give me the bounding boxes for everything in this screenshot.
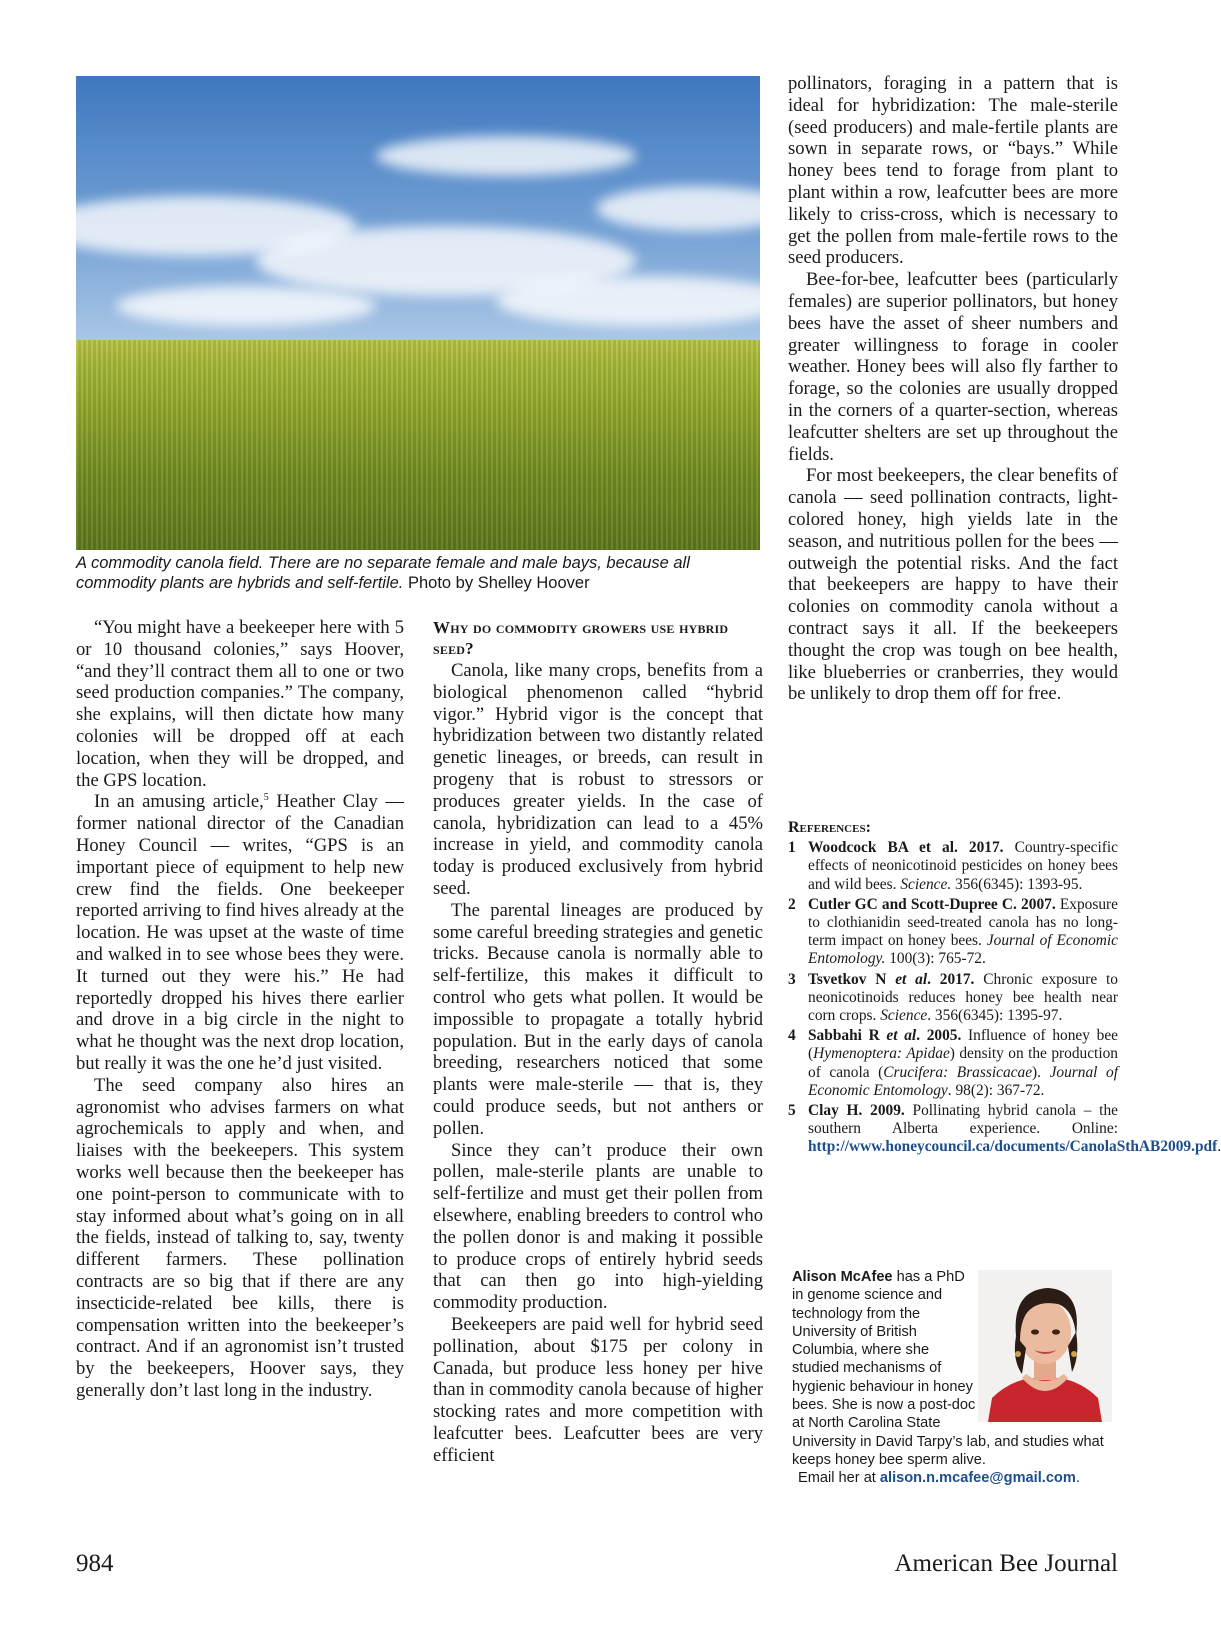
author-portrait (978, 1270, 1112, 1422)
reference-number: 3 (788, 970, 796, 988)
article-column-1 (76, 617, 404, 1402)
footnote-marker: 5 (263, 792, 269, 804)
paragraph: The seed company also hires an agronomist who advises farmers on what agrochemicals to apply and when, and liaises with the beekeepers. This system works well because then the beekeeper has one point-person to communicate with to stay informed about what’s going on in all the fields, instead of talking to, say, twenty different farmers. These pollination contracts are so big that if there are any insecticide-related bee kills, there is compensation written into the beekeeper’s contract. And if an agronomist isn’t trusted by the beekeepers, Hoover says, they generally don’t last long in the industry. (76, 1074, 404, 1401)
reference-text: ). (1032, 1063, 1050, 1081)
author-name: Alison McAfee (792, 1269, 893, 1285)
reference-tail: . 356(6345): 1395-97. (927, 1007, 1063, 1025)
reference-tail: . 98(2): 367-72. (947, 1081, 1045, 1099)
paragraph-text: In an amusing article, (94, 791, 264, 813)
section-heading: Why do commodity growers use hybrid seed? (433, 618, 729, 658)
reference-tail: . (1217, 1138, 1221, 1156)
article-column-2 (433, 617, 763, 1466)
caption-text: A commodity canola field. There are no separate female and male bays, because all commodity plants are hybrids and self-fertile. (76, 554, 690, 592)
reference-journal: Journal of Economic Entomology (808, 1063, 1118, 1099)
reference-authors (808, 971, 974, 988)
page-number: 984 (76, 1550, 114, 1577)
reference-authors: Cutler GC and Scott-Dupree C. 2007. (808, 895, 1056, 913)
reference-year: . 2017. (927, 970, 975, 988)
portrait-illustration (978, 1270, 1112, 1422)
paragraph: “You might have a beekeeper here with 5 or 10 thousand colonies,” says Hoover, “and they’ll contract them all to one or two seed production companies.” The company, she explains, will then dictate how many colonies will be dropped off at each location, when they will be dropped, and the GPS location. (76, 617, 404, 791)
paragraph: For most beekeepers, the clear benefits of canola — seed pollination contracts, light-colored honey, high yields late in the season, and nutritious pollen for the bees — outweigh the potential risks. And the fact that beekeepers are happy to have their colonies on commodity canola without a contract says it all. If the beekeepers thought the crop was tough on bee health, like blueberries or cranberries, they would be unlikely to drop them off for free. (788, 465, 1118, 705)
reference-authors-text: Tsvetkov N (808, 970, 896, 988)
article-column-3 (788, 73, 1118, 705)
reference-authors-text: Sabbahi R (808, 1027, 887, 1045)
paragraph: Beekeepers are paid well for hybrid seed pollination, about $175 per colony in Canada, but produce less honey per hive than in commodity canola because of higher stocking rates and more competition with leafcutter bees. Leafcutter bees are very efficient (433, 1313, 763, 1466)
paragraph: Canola, like many crops, benefits from a biological phenomenon called “hybrid vigor.” Hybrid vigor is the concept that hybridization between two distantly related genetic lineages, or breeds, can result in progeny that is robust to stressors or produces greater yields. In the case of canola, hybridization can lead to a 45% increase in yield, and commodity canola today is produced exclusively from hybrid seed. (433, 660, 763, 899)
reference-authors: Woodcock BA et al. 2017. (808, 839, 1004, 857)
references (788, 819, 1221, 1159)
reference-journal: Journal of Economic Entomology. (808, 932, 1118, 968)
reference-taxon: Crucifera: Brassicacae (883, 1063, 1033, 1081)
journal-name: American Bee Journal (894, 1550, 1118, 1577)
reference-journal: Science. (900, 875, 952, 893)
reference-item (788, 1027, 1118, 1100)
reference-number: 5 (788, 1102, 796, 1120)
author-email-line (792, 1469, 1118, 1487)
reference-et-al: et al (886, 1027, 917, 1045)
paragraph: pollinators, foraging in a pattern that is ideal for hybridization: The male-sterile (seed producers) and male-fertile plants are sown in separate rows, or “bays.” While honey bees tend to forage from plant to plant within a row, leafcutter bees are more likely to criss-cross, which is necessary to get the pollen from male-fertile rows to the seed producers. (788, 73, 1118, 269)
reference-number: 2 (788, 895, 796, 913)
reference-item (788, 971, 1118, 1026)
paragraph (76, 791, 404, 1074)
email-suffix: . (1075, 1470, 1080, 1487)
reference-item (788, 896, 1118, 969)
photo-caption (76, 553, 766, 593)
reference-item (788, 839, 1118, 894)
reference-journal: Science (880, 1007, 928, 1025)
reference-text: Country-specific effects of neonicotinoid pesticides on honey bees and wild bees. (808, 839, 1119, 893)
paragraph: Bee-for-bee, leafcutter bees (particularly females) are superior pollinators, but honey bees have the asset of sheer numbers and greater willingness to forage in cooler weather. Honey bees will also fly farther to forage, so the colonies are usually dropped in the corners of a quarter-section, whereas leafcutter shelters are set up throughout the fields. (788, 269, 1118, 465)
reference-text: ) density on the production of canola ( (808, 1045, 1118, 1081)
reference-number: 1 (788, 839, 796, 857)
reference-tail: 100(3): 765-72. (885, 950, 986, 968)
reference-authors (808, 1027, 961, 1044)
reference-tail: 356(6345): 1393-95. (951, 875, 1083, 893)
email-prefix: Email her at (798, 1470, 880, 1487)
reference-text: Chronic exposure to neonicotinoids reduces honey bee health near corn crops. (808, 970, 1118, 1025)
reference-authors: Clay H. 2009. (808, 1102, 905, 1120)
paragraph-text: Heather Clay — former national director of the Canadian Honey Council — writes, “GPS is an important piece of equipment to help new crew find the fields. One beekeeper reported arriving to find hives already at the location. He was upset at the waste of time and walked in to see whose bees they were. It turned out they were his.” He had reportedly dropped his hives there earlier and drove in a big circle in the night to what he thought was the next drop location, but really it was the one he’d just visited. (76, 791, 404, 1074)
canola-field-photo (76, 76, 760, 550)
author-bio-text: has a PhD in genome science and technology from the University of British Columbia, where she studied mechanisms of hygienic behaviour in honey bees. She is now a post-doc at North Carolina State University in David Tarpy’s lab, and studies what keeps honey bee sperm alive. (792, 1269, 1104, 1468)
reference-text: Influence of honey bee ( (808, 1027, 1119, 1063)
references-heading: References: (788, 819, 871, 836)
paragraph: Since they can’t produce their own pollen, male-sterile plants are unable to self-fertilize and must get their pollen from elsewhere, enabling breeders to control who the pollen donor is and making it possible to produce crops of entirely hybrid seeds that can then go into high-yielding commodity production. (433, 1139, 763, 1314)
photo-credit: Photo by Shelley Hoover (403, 574, 590, 592)
reference-link[interactable]: http://www.honeycouncil.ca/documents/CanolaSthAB2009.pdf (808, 1138, 1218, 1156)
reference-et-al: et al (895, 970, 928, 988)
reference-number: 4 (788, 1027, 796, 1045)
reference-taxon: Hymenoptera: Apidae (813, 1045, 950, 1063)
reference-item (788, 1102, 1221, 1157)
paragraph: The parental lineages are produced by some careful breeding strategies and genetic tricks. Because canola is normally able to self-fertilize, this makes it difficult to control who gets what pollen. It would be impossible to propagate a totally hybrid population. But in the early days of canola breeding, researchers noticed that some plants were male-sterile — that is, they could produce seeds, but not anthers or pollen. (433, 899, 763, 1139)
reference-year: . 2005. (916, 1027, 962, 1045)
author-email-link[interactable]: alison.n.mcafee@gmail.com (879, 1470, 1076, 1487)
reference-text: Exposure to clothianidin seed-treated canola has no long-term impact on honey bees. (808, 895, 1118, 950)
reference-text: Pollinating hybrid canola – the southern Alberta experience. Online: (808, 1102, 1118, 1138)
